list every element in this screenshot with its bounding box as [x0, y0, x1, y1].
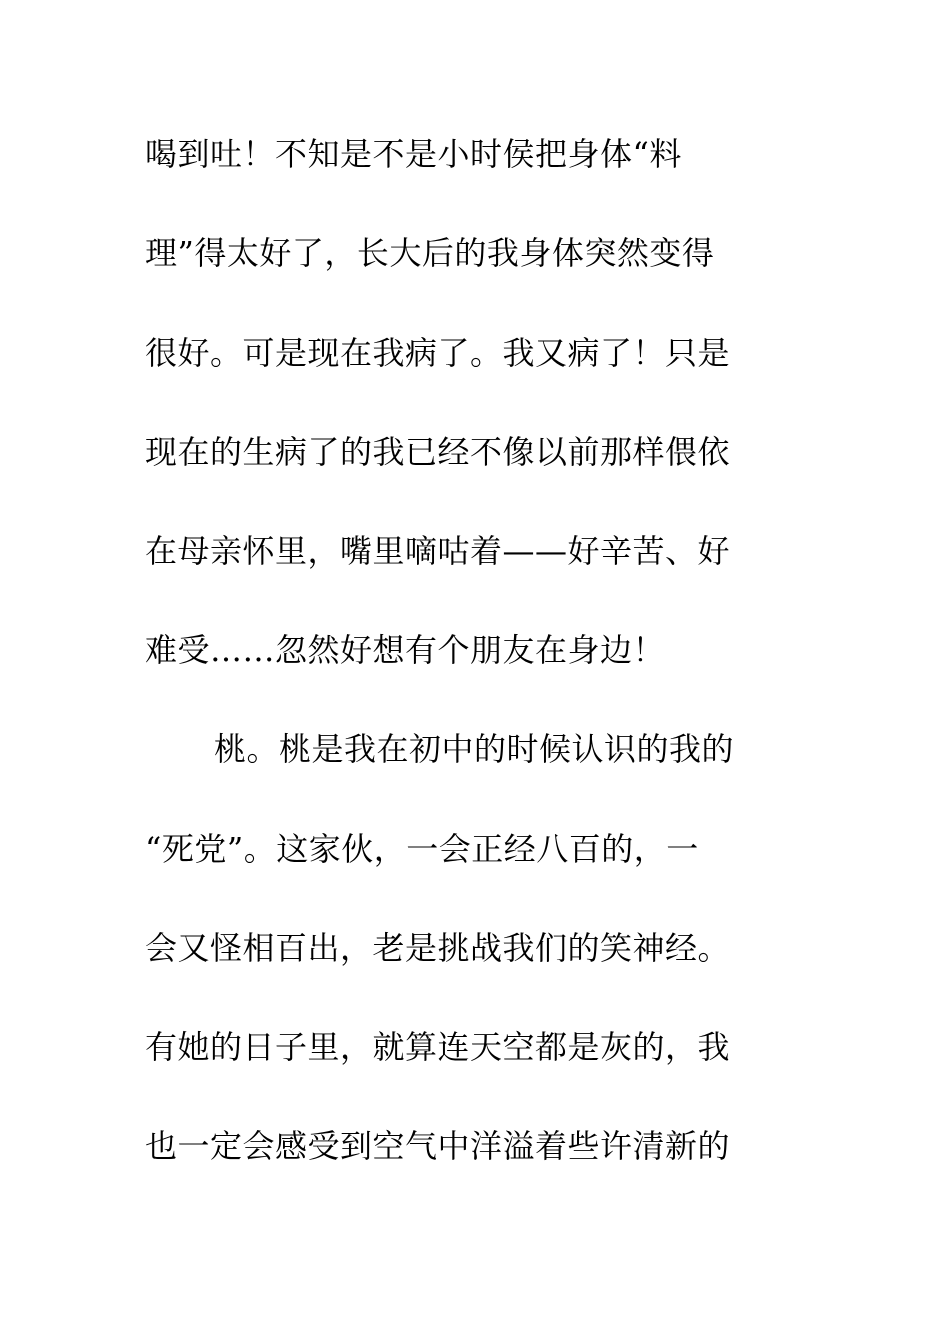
text-line: “死党”。这家伙，一会正经八百的，一 — [145, 830, 699, 868]
text-line: 很好。可是现在我病了。我又病了！只是 — [145, 334, 731, 372]
text-line: 也一定会感受到空气中洋溢着些许清新的 — [145, 1127, 731, 1165]
text-line: 现在的生病了的我已经不像以前那样偎依 — [145, 433, 731, 471]
paragraph-first-line: 桃。桃是我在初中的时候认识的我的 — [214, 730, 735, 768]
text-line: 难受……忽然好想有个朋友在身边！ — [145, 631, 666, 669]
text-line: 理”得太好了，长大后的我身体突然变得 — [145, 234, 715, 272]
text-line: 有她的日子里，就算连天空都是灰的，我 — [145, 1028, 731, 1066]
text-line: 喝到吐！不知是不是小时侯把身体“料 — [145, 135, 682, 173]
text-line: 会又怪相百出，老是挑战我们的笑神经。 — [145, 929, 731, 967]
text-line: 在母亲怀里，嘴里嘀咕着——好辛苦、好 — [145, 532, 731, 570]
